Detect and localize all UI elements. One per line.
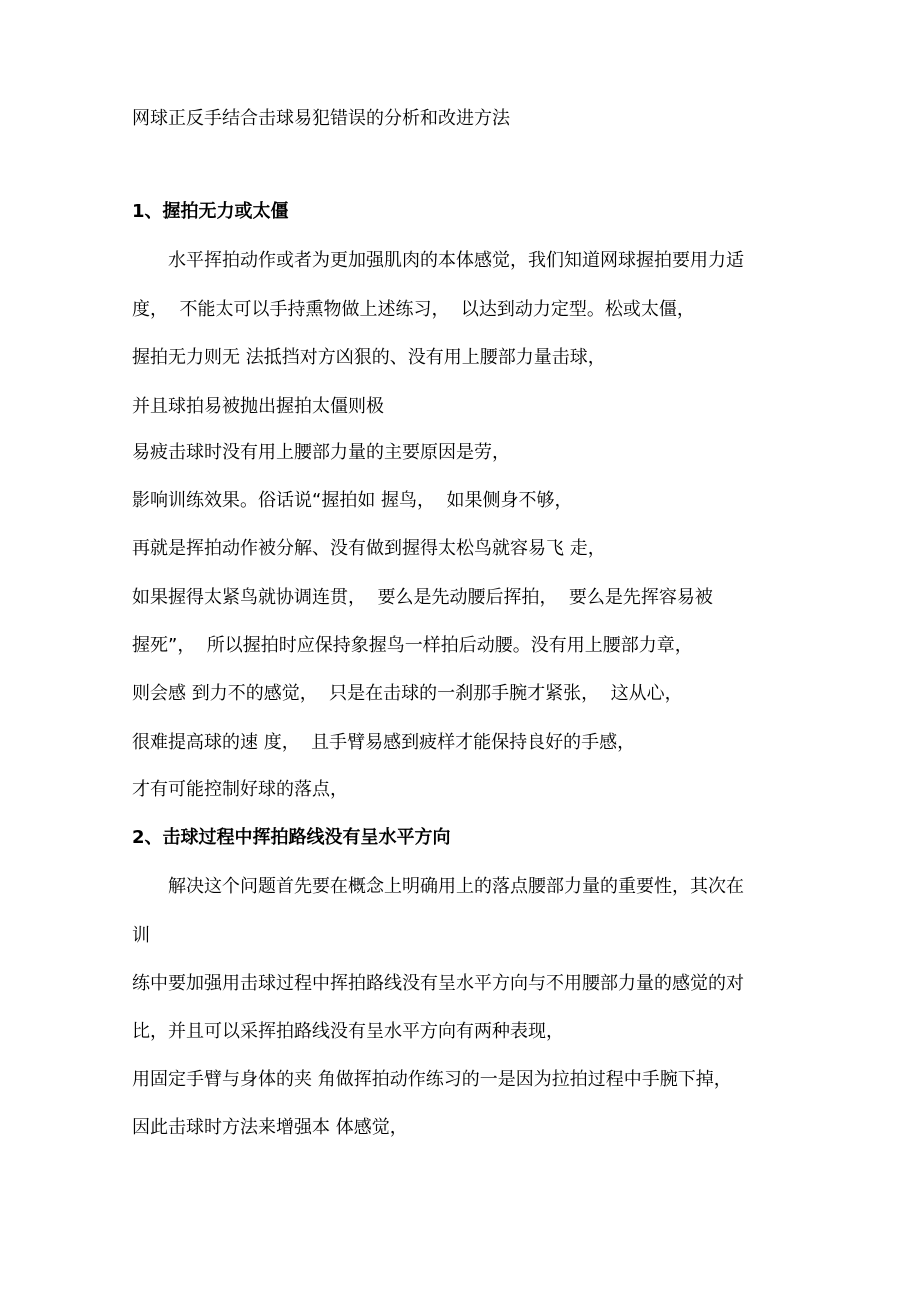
section-1-heading: 1、握拍无力或太僵 — [132, 201, 289, 222]
section-1-line-4: 并且球拍易被抛出握拍太僵则极 — [132, 396, 384, 417]
section-1-line-7: 再就是挥拍动作被分解、没有做到握得太松鸟就容易飞 走， — [132, 538, 606, 559]
section-1-line-5: 易疲击球时没有用上腰部力量的主要原因是劳， — [132, 442, 510, 463]
section-2-line-6: 因此击球时方法来增强本 体感觉， — [132, 1117, 408, 1138]
section-2-line-5: 用固定手臂与身体的夹 角做挥拍动作练习的一是因为拉拍过程中手腕下掉， — [132, 1069, 732, 1090]
section-1-line-9: 握死”， 所以握拍时应保持象握鸟一样拍后动腰。没有用上腰部力章， — [132, 635, 693, 656]
section-2-line-4: 比，并且可以采挥拍路线没有呈水平方向有两种表现， — [132, 1021, 564, 1042]
section-2-heading: 2、击球过程中挥拍路线没有呈水平方向 — [132, 827, 451, 848]
section-1-line-10: 则会感 到力不的感觉， 只是在击球的一刹那手腕才紧张， 这从心， — [132, 683, 683, 704]
section-1-line-12: 才有可能控制好球的落点， — [132, 779, 348, 800]
section-1-line-8: 如果握得太紧鸟就协调连贯， 要么是先动腰后挥拍， 要么是先挥容易被 — [132, 587, 713, 608]
section-1-line-6: 影响训练效果。俗话说“握拍如 握鸟， 如果侧身不够， — [132, 490, 573, 511]
section-1-line-11: 很难提高球的速 度， 且手臂易感到疲样才能保持良好的手感， — [132, 732, 636, 753]
section-2-line-1: 解决这个问题首先要在概念上明确用上的落点腰部力量的重要性，其次在 — [168, 876, 744, 897]
section-1-line-1: 水平挥拍动作或者为更加强肌肉的本体感觉，我们知道网球握拍要用力适 — [168, 250, 744, 271]
section-1-line-2: 度， 不能太可以手持熏物做上述练习， 以达到动力定型。松或太僵， — [132, 299, 695, 320]
section-2-line-2: 训 — [132, 925, 150, 946]
section-1-line-3: 握拍无力则无 法抵挡对方凶狠的、没有用上腰部力量击球， — [132, 347, 606, 368]
document-title: 网球正反手结合击球易犯错误的分析和改进方法 — [132, 108, 510, 129]
section-2-line-3: 练中要加强用击球过程中挥拍路线没有呈水平方向与不用腰部力量的感觉的对 — [132, 973, 744, 994]
